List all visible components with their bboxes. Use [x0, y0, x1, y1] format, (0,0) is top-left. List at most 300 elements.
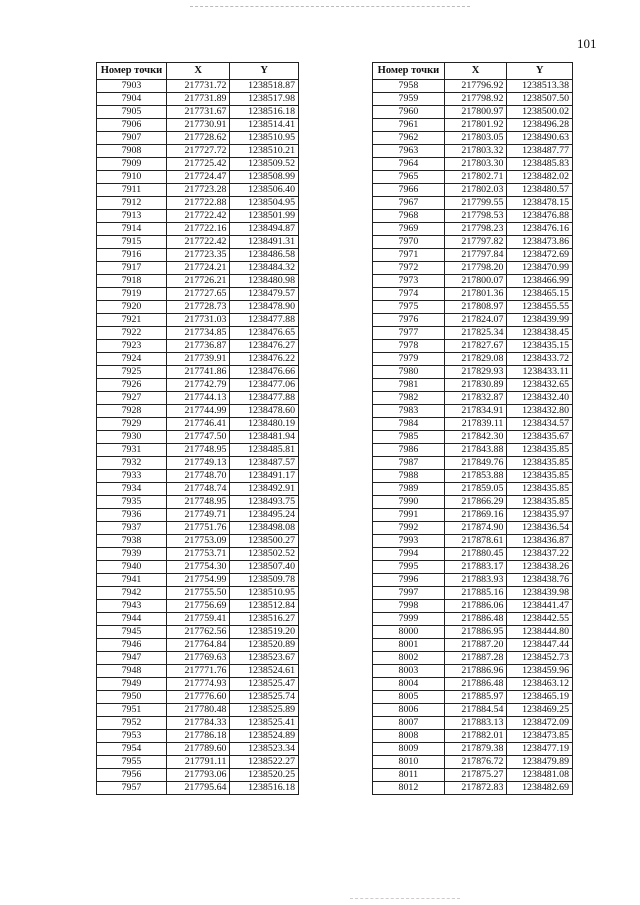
point-number-cell: 7976 — [373, 314, 445, 327]
x-coordinate-cell: 217886.48 — [444, 613, 507, 626]
x-coordinate-cell: 217803.05 — [444, 132, 507, 145]
point-number-cell: 7990 — [373, 496, 445, 509]
y-coordinate-cell: 1238525.74 — [230, 691, 299, 704]
point-number-cell: 7910 — [97, 171, 167, 184]
header-point-number: Номер точки — [373, 63, 445, 80]
table-row — [373, 730, 573, 743]
point-number-cell: 7977 — [373, 327, 445, 340]
x-coordinate-cell: 217722.16 — [166, 223, 230, 236]
x-coordinate-cell: 217754.99 — [166, 574, 230, 587]
x-coordinate-cell: 217771.76 — [166, 665, 230, 678]
table-row — [373, 223, 573, 236]
point-number-cell: 7939 — [97, 548, 167, 561]
x-coordinate-cell: 217748.95 — [166, 444, 230, 457]
table-row — [97, 574, 299, 587]
x-coordinate-cell: 217801.36 — [444, 288, 507, 301]
x-coordinate-cell: 217746.41 — [166, 418, 230, 431]
y-coordinate-cell: 1238437.22 — [507, 548, 573, 561]
x-coordinate-cell: 217736.87 — [166, 340, 230, 353]
table-row — [97, 587, 299, 600]
y-coordinate-cell: 1238439.99 — [507, 314, 573, 327]
y-coordinate-cell: 1238496.28 — [507, 119, 573, 132]
table-row — [373, 652, 573, 665]
x-coordinate-cell: 217756.69 — [166, 600, 230, 613]
y-coordinate-cell: 1238432.65 — [507, 379, 573, 392]
table-row — [97, 704, 299, 717]
point-number-cell: 7967 — [373, 197, 445, 210]
table-row — [373, 392, 573, 405]
x-coordinate-cell: 217731.89 — [166, 93, 230, 106]
y-coordinate-cell: 1238498.08 — [230, 522, 299, 535]
x-coordinate-cell: 217887.28 — [444, 652, 507, 665]
x-coordinate-cell: 217731.03 — [166, 314, 230, 327]
x-coordinate-cell: 217796.92 — [444, 80, 507, 93]
table-row — [97, 665, 299, 678]
x-coordinate-cell: 217801.92 — [444, 119, 507, 132]
point-number-cell: 7956 — [97, 769, 167, 782]
y-coordinate-cell: 1238439.98 — [507, 587, 573, 600]
y-coordinate-cell: 1238438.76 — [507, 574, 573, 587]
table-row — [97, 548, 299, 561]
y-coordinate-cell: 1238438.45 — [507, 327, 573, 340]
point-number-cell: 7920 — [97, 301, 167, 314]
x-coordinate-cell: 217751.76 — [166, 522, 230, 535]
table-row — [97, 431, 299, 444]
point-number-cell: 7940 — [97, 561, 167, 574]
y-coordinate-cell: 1238514.41 — [230, 119, 299, 132]
table-row — [373, 665, 573, 678]
table-row — [373, 587, 573, 600]
table-row — [373, 613, 573, 626]
point-number-cell: 7937 — [97, 522, 167, 535]
point-number-cell: 7945 — [97, 626, 167, 639]
point-number-cell: 7962 — [373, 132, 445, 145]
table-row — [97, 613, 299, 626]
x-coordinate-cell: 217886.95 — [444, 626, 507, 639]
x-coordinate-cell: 217886.48 — [444, 678, 507, 691]
y-coordinate-cell: 1238477.88 — [230, 392, 299, 405]
y-coordinate-cell: 1238435.85 — [507, 457, 573, 470]
point-number-cell: 7974 — [373, 288, 445, 301]
y-coordinate-cell: 1238435.85 — [507, 483, 573, 496]
table-row — [373, 106, 573, 119]
x-coordinate-cell: 217731.67 — [166, 106, 230, 119]
x-coordinate-cell: 217731.72 — [166, 80, 230, 93]
point-number-cell: 7975 — [373, 301, 445, 314]
point-number-cell: 7912 — [97, 197, 167, 210]
table-row — [373, 197, 573, 210]
table-row — [373, 314, 573, 327]
point-number-cell: 7936 — [97, 509, 167, 522]
table-row — [97, 717, 299, 730]
point-number-cell: 7954 — [97, 743, 167, 756]
x-coordinate-cell: 217742.79 — [166, 379, 230, 392]
y-coordinate-cell: 1238469.25 — [507, 704, 573, 717]
y-coordinate-cell: 1238479.89 — [507, 756, 573, 769]
table-row — [373, 249, 573, 262]
table-row — [97, 678, 299, 691]
point-number-cell: 8005 — [373, 691, 445, 704]
point-number-cell: 7909 — [97, 158, 167, 171]
point-number-cell: 7992 — [373, 522, 445, 535]
point-number-cell: 7905 — [97, 106, 167, 119]
y-coordinate-cell: 1238510.95 — [230, 132, 299, 145]
table-row — [373, 431, 573, 444]
header-point-number: Номер точки — [97, 63, 167, 80]
x-coordinate-cell: 217793.06 — [166, 769, 230, 782]
y-coordinate-cell: 1238513.38 — [507, 80, 573, 93]
y-coordinate-cell: 1238485.81 — [230, 444, 299, 457]
point-number-cell: 7965 — [373, 171, 445, 184]
point-number-cell: 7938 — [97, 535, 167, 548]
y-coordinate-cell: 1238477.88 — [230, 314, 299, 327]
x-coordinate-cell: 217724.47 — [166, 171, 230, 184]
x-coordinate-cell: 217843.88 — [444, 444, 507, 457]
point-number-cell: 7922 — [97, 327, 167, 340]
table-row — [97, 379, 299, 392]
table-row — [373, 418, 573, 431]
point-number-cell: 7941 — [97, 574, 167, 587]
table-row — [373, 626, 573, 639]
table-row — [97, 470, 299, 483]
x-coordinate-cell: 217853.88 — [444, 470, 507, 483]
point-number-cell: 7979 — [373, 353, 445, 366]
x-coordinate-cell: 217799.55 — [444, 197, 507, 210]
table-header-row — [373, 63, 573, 80]
x-coordinate-cell: 217802.71 — [444, 171, 507, 184]
table-row — [97, 392, 299, 405]
x-coordinate-cell: 217741.86 — [166, 366, 230, 379]
y-coordinate-cell: 1238476.88 — [507, 210, 573, 223]
point-number-cell: 8011 — [373, 769, 445, 782]
table-row — [97, 106, 299, 119]
y-coordinate-cell: 1238490.63 — [507, 132, 573, 145]
x-coordinate-cell: 217748.95 — [166, 496, 230, 509]
table-row — [373, 210, 573, 223]
y-coordinate-cell: 1238516.18 — [230, 106, 299, 119]
y-coordinate-cell: 1238478.15 — [507, 197, 573, 210]
y-coordinate-cell: 1238470.99 — [507, 262, 573, 275]
y-coordinate-cell: 1238518.87 — [230, 80, 299, 93]
point-number-cell: 7963 — [373, 145, 445, 158]
y-coordinate-cell: 1238473.85 — [507, 730, 573, 743]
x-coordinate-cell: 217834.91 — [444, 405, 507, 418]
point-number-cell: 7957 — [97, 782, 167, 795]
point-number-cell: 7996 — [373, 574, 445, 587]
point-number-cell: 7953 — [97, 730, 167, 743]
point-number-cell: 7968 — [373, 210, 445, 223]
bottom-divider — [350, 898, 460, 899]
y-coordinate-cell: 1238435.67 — [507, 431, 573, 444]
table-body-right — [373, 80, 573, 795]
x-coordinate-cell: 217872.83 — [444, 782, 507, 795]
x-coordinate-cell: 217749.71 — [166, 509, 230, 522]
table-row — [97, 600, 299, 613]
table-row — [97, 535, 299, 548]
point-number-cell: 7982 — [373, 392, 445, 405]
point-number-cell: 7921 — [97, 314, 167, 327]
y-coordinate-cell: 1238495.24 — [230, 509, 299, 522]
y-coordinate-cell: 1238477.06 — [230, 379, 299, 392]
table-row — [97, 288, 299, 301]
table-row — [373, 717, 573, 730]
y-coordinate-cell: 1238509.52 — [230, 158, 299, 171]
point-number-cell: 7948 — [97, 665, 167, 678]
x-coordinate-cell: 217791.11 — [166, 756, 230, 769]
table-row — [373, 574, 573, 587]
y-coordinate-cell: 1238465.19 — [507, 691, 573, 704]
x-coordinate-cell: 217829.93 — [444, 366, 507, 379]
point-number-cell: 7970 — [373, 236, 445, 249]
y-coordinate-cell: 1238442.55 — [507, 613, 573, 626]
y-coordinate-cell: 1238476.22 — [230, 353, 299, 366]
x-coordinate-cell: 217879.38 — [444, 743, 507, 756]
x-coordinate-cell: 217755.50 — [166, 587, 230, 600]
y-coordinate-cell: 1238482.69 — [507, 782, 573, 795]
point-number-cell: 7981 — [373, 379, 445, 392]
point-number-cell: 7997 — [373, 587, 445, 600]
point-number-cell: 7993 — [373, 535, 445, 548]
y-coordinate-cell: 1238512.84 — [230, 600, 299, 613]
table-row — [373, 769, 573, 782]
x-coordinate-cell: 217762.56 — [166, 626, 230, 639]
x-coordinate-cell: 217753.71 — [166, 548, 230, 561]
table-row — [97, 782, 299, 795]
point-number-cell: 7917 — [97, 262, 167, 275]
table-row — [373, 327, 573, 340]
table-row — [97, 249, 299, 262]
point-number-cell: 7988 — [373, 470, 445, 483]
point-number-cell: 7932 — [97, 457, 167, 470]
x-coordinate-cell: 217832.87 — [444, 392, 507, 405]
table-row — [373, 535, 573, 548]
table-row — [97, 158, 299, 171]
x-coordinate-cell: 217749.13 — [166, 457, 230, 470]
point-number-cell: 7961 — [373, 119, 445, 132]
point-number-cell: 7927 — [97, 392, 167, 405]
point-number-cell: 7971 — [373, 249, 445, 262]
point-number-cell: 7959 — [373, 93, 445, 106]
y-coordinate-cell: 1238502.52 — [230, 548, 299, 561]
point-number-cell: 7994 — [373, 548, 445, 561]
table-body-left — [97, 80, 299, 795]
x-coordinate-cell: 217748.74 — [166, 483, 230, 496]
table-row — [97, 444, 299, 457]
point-number-cell: 7944 — [97, 613, 167, 626]
x-coordinate-cell: 217827.67 — [444, 340, 507, 353]
y-coordinate-cell: 1238435.85 — [507, 444, 573, 457]
point-number-cell: 7960 — [373, 106, 445, 119]
header-x: X — [166, 63, 230, 80]
table-row — [97, 522, 299, 535]
point-number-cell: 7991 — [373, 509, 445, 522]
y-coordinate-cell: 1238517.98 — [230, 93, 299, 106]
point-number-cell: 7906 — [97, 119, 167, 132]
y-coordinate-cell: 1238472.09 — [507, 717, 573, 730]
point-number-cell: 8009 — [373, 743, 445, 756]
point-number-cell: 7980 — [373, 366, 445, 379]
table-row — [97, 496, 299, 509]
y-coordinate-cell: 1238435.15 — [507, 340, 573, 353]
table-row — [97, 483, 299, 496]
y-coordinate-cell: 1238477.19 — [507, 743, 573, 756]
y-coordinate-cell: 1238432.80 — [507, 405, 573, 418]
x-coordinate-cell: 217825.34 — [444, 327, 507, 340]
y-coordinate-cell: 1238500.27 — [230, 535, 299, 548]
table-row — [373, 548, 573, 561]
point-number-cell: 7969 — [373, 223, 445, 236]
x-coordinate-cell: 217798.92 — [444, 93, 507, 106]
x-coordinate-cell: 217878.61 — [444, 535, 507, 548]
x-coordinate-cell: 217883.17 — [444, 561, 507, 574]
y-coordinate-cell: 1238436.54 — [507, 522, 573, 535]
point-number-cell: 7915 — [97, 236, 167, 249]
point-number-cell: 7951 — [97, 704, 167, 717]
x-coordinate-cell: 217885.16 — [444, 587, 507, 600]
x-coordinate-cell: 217722.88 — [166, 197, 230, 210]
table-row — [97, 405, 299, 418]
x-coordinate-cell: 217829.08 — [444, 353, 507, 366]
y-coordinate-cell: 1238438.26 — [507, 561, 573, 574]
y-coordinate-cell: 1238485.83 — [507, 158, 573, 171]
table-row — [97, 223, 299, 236]
y-coordinate-cell: 1238525.47 — [230, 678, 299, 691]
x-coordinate-cell: 217884.54 — [444, 704, 507, 717]
y-coordinate-cell: 1238441.47 — [507, 600, 573, 613]
x-coordinate-cell: 217784.33 — [166, 717, 230, 730]
y-coordinate-cell: 1238508.99 — [230, 171, 299, 184]
table-row — [97, 418, 299, 431]
table-row — [97, 340, 299, 353]
table-row — [97, 509, 299, 522]
x-coordinate-cell: 217724.21 — [166, 262, 230, 275]
y-coordinate-cell: 1238524.61 — [230, 665, 299, 678]
x-coordinate-cell: 217859.05 — [444, 483, 507, 496]
y-coordinate-cell: 1238481.94 — [230, 431, 299, 444]
point-number-cell: 7907 — [97, 132, 167, 145]
table-row — [373, 522, 573, 535]
y-coordinate-cell: 1238479.57 — [230, 288, 299, 301]
point-number-cell: 7973 — [373, 275, 445, 288]
point-number-cell: 7983 — [373, 405, 445, 418]
y-coordinate-cell: 1238447.44 — [507, 639, 573, 652]
y-coordinate-cell: 1238472.69 — [507, 249, 573, 262]
table-row — [373, 704, 573, 717]
table-row — [97, 80, 299, 93]
table-row — [373, 509, 573, 522]
y-coordinate-cell: 1238525.89 — [230, 704, 299, 717]
point-number-cell: 7958 — [373, 80, 445, 93]
point-number-cell: 7989 — [373, 483, 445, 496]
point-number-cell: 7914 — [97, 223, 167, 236]
table-row — [97, 93, 299, 106]
point-number-cell: 7995 — [373, 561, 445, 574]
y-coordinate-cell: 1238465.15 — [507, 288, 573, 301]
table-row — [373, 93, 573, 106]
x-coordinate-cell: 217774.93 — [166, 678, 230, 691]
x-coordinate-cell: 217747.50 — [166, 431, 230, 444]
x-coordinate-cell: 217886.06 — [444, 600, 507, 613]
table-row — [373, 639, 573, 652]
y-coordinate-cell: 1238510.21 — [230, 145, 299, 158]
y-coordinate-cell: 1238491.31 — [230, 236, 299, 249]
point-number-cell: 7998 — [373, 600, 445, 613]
point-number-cell: 8006 — [373, 704, 445, 717]
x-coordinate-cell: 217830.89 — [444, 379, 507, 392]
y-coordinate-cell: 1238436.87 — [507, 535, 573, 548]
x-coordinate-cell: 217803.32 — [444, 145, 507, 158]
table-row — [373, 301, 573, 314]
x-coordinate-cell: 217797.84 — [444, 249, 507, 262]
y-coordinate-cell: 1238463.12 — [507, 678, 573, 691]
y-coordinate-cell: 1238524.89 — [230, 730, 299, 743]
point-number-cell: 7903 — [97, 80, 167, 93]
y-coordinate-cell: 1238480.19 — [230, 418, 299, 431]
table-row — [373, 457, 573, 470]
x-coordinate-cell: 217748.70 — [166, 470, 230, 483]
x-coordinate-cell: 217725.42 — [166, 158, 230, 171]
table-row — [97, 366, 299, 379]
point-number-cell: 7985 — [373, 431, 445, 444]
point-number-cell: 7911 — [97, 184, 167, 197]
x-coordinate-cell: 217886.96 — [444, 665, 507, 678]
table-row — [373, 444, 573, 457]
y-coordinate-cell: 1238484.32 — [230, 262, 299, 275]
table-row — [97, 236, 299, 249]
y-coordinate-cell: 1238525.41 — [230, 717, 299, 730]
x-coordinate-cell: 217769.63 — [166, 652, 230, 665]
table-row — [97, 301, 299, 314]
x-coordinate-cell: 217723.35 — [166, 249, 230, 262]
x-coordinate-cell: 217722.42 — [166, 236, 230, 249]
table-row — [97, 184, 299, 197]
table-row — [373, 171, 573, 184]
x-coordinate-cell: 217802.03 — [444, 184, 507, 197]
point-number-cell: 8002 — [373, 652, 445, 665]
table-row — [97, 769, 299, 782]
table-row — [373, 600, 573, 613]
table-row — [373, 405, 573, 418]
x-coordinate-cell: 217808.97 — [444, 301, 507, 314]
x-coordinate-cell: 217754.30 — [166, 561, 230, 574]
y-coordinate-cell: 1238487.57 — [230, 457, 299, 470]
table-row — [373, 236, 573, 249]
x-coordinate-cell: 217824.07 — [444, 314, 507, 327]
y-coordinate-cell: 1238434.57 — [507, 418, 573, 431]
y-coordinate-cell: 1238507.40 — [230, 561, 299, 574]
table-row — [97, 639, 299, 652]
table-row — [373, 184, 573, 197]
table-row — [373, 691, 573, 704]
x-coordinate-cell: 217723.28 — [166, 184, 230, 197]
point-number-cell: 7908 — [97, 145, 167, 158]
x-coordinate-cell: 217869.16 — [444, 509, 507, 522]
x-coordinate-cell: 217730.91 — [166, 119, 230, 132]
table-row — [373, 366, 573, 379]
x-coordinate-cell: 217744.99 — [166, 405, 230, 418]
x-coordinate-cell: 217789.60 — [166, 743, 230, 756]
table-row — [97, 314, 299, 327]
y-coordinate-cell: 1238516.18 — [230, 782, 299, 795]
table-row — [373, 288, 573, 301]
table-row — [373, 158, 573, 171]
y-coordinate-cell: 1238480.98 — [230, 275, 299, 288]
y-coordinate-cell: 1238523.67 — [230, 652, 299, 665]
point-number-cell: 7918 — [97, 275, 167, 288]
y-coordinate-cell: 1238491.17 — [230, 470, 299, 483]
table-row — [97, 171, 299, 184]
point-number-cell: 7931 — [97, 444, 167, 457]
